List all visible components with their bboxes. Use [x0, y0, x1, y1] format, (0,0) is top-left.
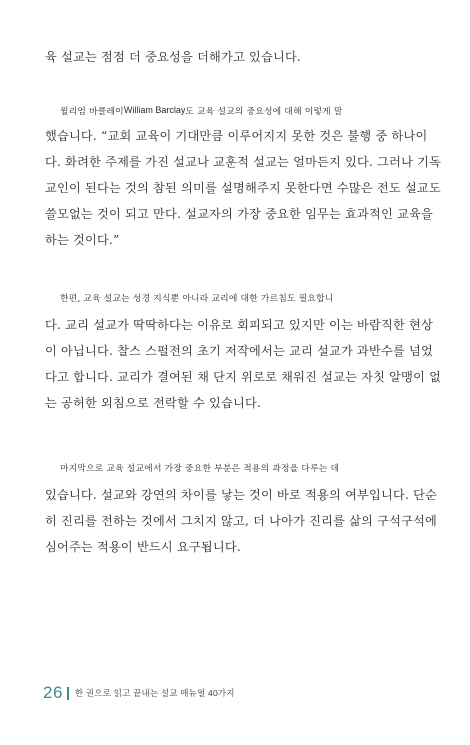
page-number: 26 [43, 683, 63, 702]
paragraph-line: 다. 화려한 주제를 가진 설교나 교훈적 설교는 얼마든지 있다. 그러나 기독 [45, 155, 442, 169]
paragraph-line: 다고 합니다. 교리가 결여된 채 단지 위로로 채워진 설교는 자칫 알맹이 없 [45, 370, 442, 384]
paragraph-line-rest: 도 교육 설교의 중요성에 대해 이렇게 말 [185, 107, 343, 117]
paragraph-line: 이 아닙니다. 찰스 스펄전의 초기 저작에서는 교리 설교가 과반수를 넘었 [45, 344, 433, 358]
paragraph-line: 마지막으로 교육 설교에서 가장 중요한 부분은 적용의 과정을 다루는 데 [60, 464, 340, 474]
footer-divider [67, 687, 69, 700]
paragraph-line: 한편, 교육 설교는 성경 지식뿐 아니라 교리에 대한 가르침도 필요합니 [60, 294, 334, 304]
paragraph-line: 히 진리를 전하는 것에서 그치지 않고, 더 나아가 진리를 삶의 구석구석에 [45, 514, 438, 528]
paragraph-line: 있습니다. 설교와 강연의 차이를 낳는 것이 바로 적용의 여부입니다. 단순 [45, 488, 438, 502]
paragraph-line: 는 공허한 외침으로 전락할 수 있습니다. [45, 396, 262, 410]
paragraph-line: 심어주는 적용이 반드시 요구됩니다. [45, 540, 241, 554]
paragraph-line [60, 101, 460, 121]
paragraph-line: 다. 교리 설교가 딱딱하다는 이유로 회피되고 있지만 이는 바람직한 현상 [45, 318, 433, 332]
paragraph-line: 육 설교는 점점 더 중요성을 더해가고 있습니다. [45, 50, 302, 64]
paragraph-line: 하는 것이다.” [45, 233, 120, 247]
paragraph-line: 교인이 된다는 것의 참된 의미를 설명해주지 못한다면 수많은 전도 설교도 [45, 181, 441, 195]
author-name-latin: William Barclay [123, 105, 186, 115]
paragraph-line: 쓸모없는 것이 되고 만다. 설교자의 가장 중요한 임무는 효과적인 교육을 [45, 207, 433, 221]
book-title: 한 권으로 읽고 끝내는 설교 매뉴얼 40가지 [74, 688, 235, 698]
paragraph-line: 했습니다. “교회 교육이 기대만큼 이루어지지 못한 것은 불행 중 하나이 [45, 129, 428, 143]
page-footer [43, 683, 235, 703]
author-name-korean: 윌리엄 바클레이 [60, 107, 124, 117]
